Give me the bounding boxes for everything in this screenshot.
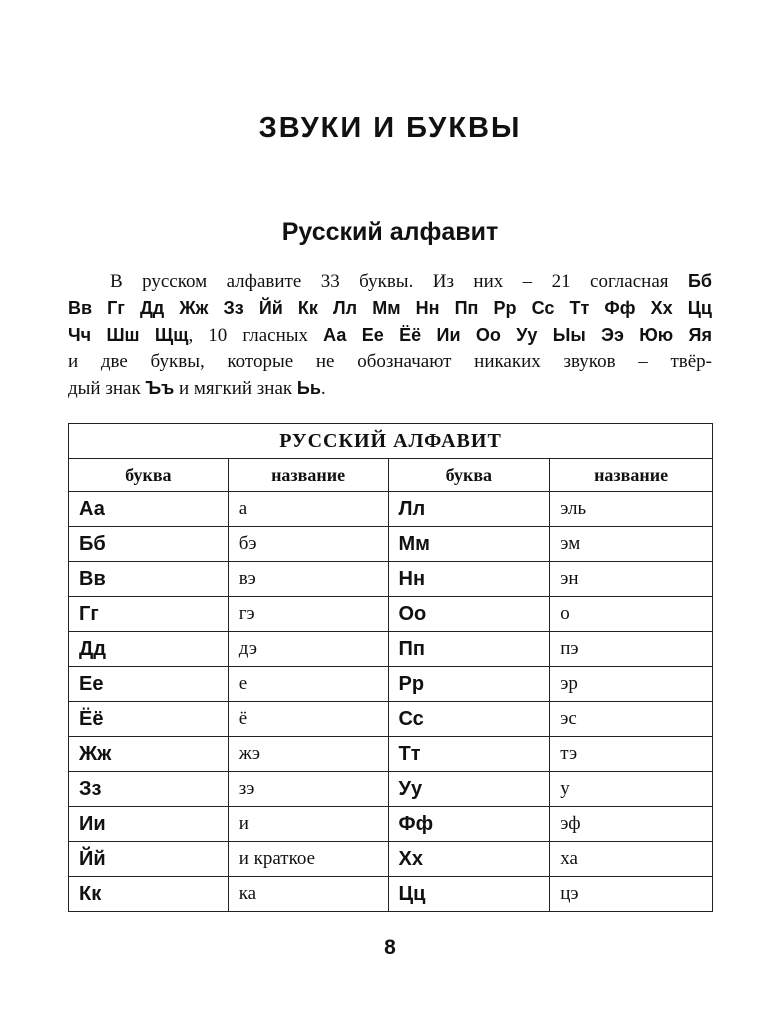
- table-row: [69, 632, 713, 667]
- letter-name-cell: вэ: [228, 562, 388, 597]
- letter-name-cell: ка: [228, 877, 388, 912]
- letter-name-cell: цэ: [550, 877, 713, 912]
- letter-cell: Уу: [388, 772, 550, 807]
- letter-name-cell: у: [550, 772, 713, 807]
- letter-cell: Нн: [388, 562, 550, 597]
- hard-sign-letter: Ъъ: [145, 378, 175, 398]
- soft-sign-letter: Ьь: [296, 378, 321, 398]
- column-header-name: название: [550, 459, 713, 492]
- letter-cell: Гг: [69, 597, 229, 632]
- letter-name-cell: дэ: [228, 632, 388, 667]
- table-row: [69, 667, 713, 702]
- letter-cell: Ии: [69, 807, 229, 842]
- letter-cell: Оо: [388, 597, 550, 632]
- table-row: [69, 842, 713, 877]
- column-header-name: название: [228, 459, 388, 492]
- letter-name-cell: эс: [550, 702, 713, 737]
- consonant-letters: Вв Гг Дд Жж Зз Йй Кк Лл Мм Нн Пп Рр Сс Тт Фф Хх Цц: [68, 298, 712, 318]
- intro-text: дый знак: [68, 378, 141, 399]
- letter-cell: Бб: [69, 527, 229, 562]
- letter-cell: Жж: [69, 737, 229, 772]
- table-row: [69, 772, 713, 807]
- letter-cell: Рр: [388, 667, 550, 702]
- letter-cell: Ее: [69, 667, 229, 702]
- letter-cell: Йй: [69, 842, 229, 877]
- letter-cell: Пп: [388, 632, 550, 667]
- table-header-row: [69, 459, 713, 492]
- table-row: [69, 737, 713, 772]
- letter-name-cell: эм: [550, 527, 713, 562]
- letter-name-cell: пэ: [550, 632, 713, 667]
- letter-name-cell: и краткое: [228, 842, 388, 877]
- letter-cell: Зз: [69, 772, 229, 807]
- letter-name-cell: эф: [550, 807, 713, 842]
- letter-cell: Хх: [388, 842, 550, 877]
- letter-cell: Вв: [69, 562, 229, 597]
- intro-line-2: [68, 295, 712, 322]
- letter-cell: Кк: [69, 877, 229, 912]
- intro-text: , 10 гласных: [188, 325, 309, 346]
- consonant-letters: Чч Шш Щщ: [68, 325, 189, 345]
- letter-name-cell: эль: [550, 492, 713, 527]
- letter-name-cell: а: [228, 492, 388, 527]
- page-number: 8: [384, 936, 396, 959]
- column-header-letter: буква: [69, 459, 229, 492]
- letter-cell: Фф: [388, 807, 550, 842]
- letter-name-cell: зэ: [228, 772, 388, 807]
- letter-name-cell: гэ: [228, 597, 388, 632]
- intro-text: и мягкий знак: [178, 378, 293, 399]
- table-row: [69, 492, 713, 527]
- letter-cell: Тт: [388, 737, 550, 772]
- letter-name-cell: ха: [550, 842, 713, 877]
- intro-text: В русском алфавите 33 буквы. Из них – 21 согласная: [110, 271, 669, 292]
- letter-cell: Мм: [388, 527, 550, 562]
- letter-cell: Дд: [69, 632, 229, 667]
- letter-name-cell: ё: [228, 702, 388, 737]
- letter-name-cell: и: [228, 807, 388, 842]
- table-title: РУССКИЙ АЛФАВИТ: [69, 424, 713, 459]
- intro-text: .: [320, 378, 326, 399]
- section-title: Русский алфавит: [281, 218, 499, 246]
- intro-line-4: [68, 349, 712, 375]
- table-row: [69, 527, 713, 562]
- letter-cell: Сс: [388, 702, 550, 737]
- intro-text: и две буквы, которые не обозначают никаких звуков – твёр-: [68, 351, 712, 372]
- letter-name-cell: тэ: [550, 737, 713, 772]
- consonant-letters: Бб: [687, 271, 712, 291]
- letter-name-cell: жэ: [228, 737, 388, 772]
- table-row: [69, 877, 713, 912]
- intro-paragraph: [68, 268, 712, 402]
- letter-cell: Аа: [69, 492, 229, 527]
- letter-name-cell: эн: [550, 562, 713, 597]
- alphabet-table: [68, 423, 713, 912]
- letter-name-cell: е: [228, 667, 388, 702]
- table-title-row: [69, 424, 713, 459]
- intro-line-3: [68, 322, 712, 349]
- vowel-letters: Аа Ее Ёё Ии Оо Уу Ыы Ээ Юю Яя: [323, 325, 712, 345]
- chapter-title: ЗВУКИ И БУКВЫ: [258, 112, 522, 144]
- letter-cell: Лл: [388, 492, 550, 527]
- table-row: [69, 562, 713, 597]
- table-row: [69, 807, 713, 842]
- intro-line-1: [68, 268, 712, 295]
- letter-cell: Цц: [388, 877, 550, 912]
- table-row: [69, 702, 713, 737]
- column-header-letter: буква: [388, 459, 550, 492]
- letter-name-cell: бэ: [228, 527, 388, 562]
- letter-name-cell: о: [550, 597, 713, 632]
- letter-cell: Ёё: [69, 702, 229, 737]
- intro-line-5: [68, 375, 712, 402]
- letter-name-cell: эр: [550, 667, 713, 702]
- table-row: [69, 597, 713, 632]
